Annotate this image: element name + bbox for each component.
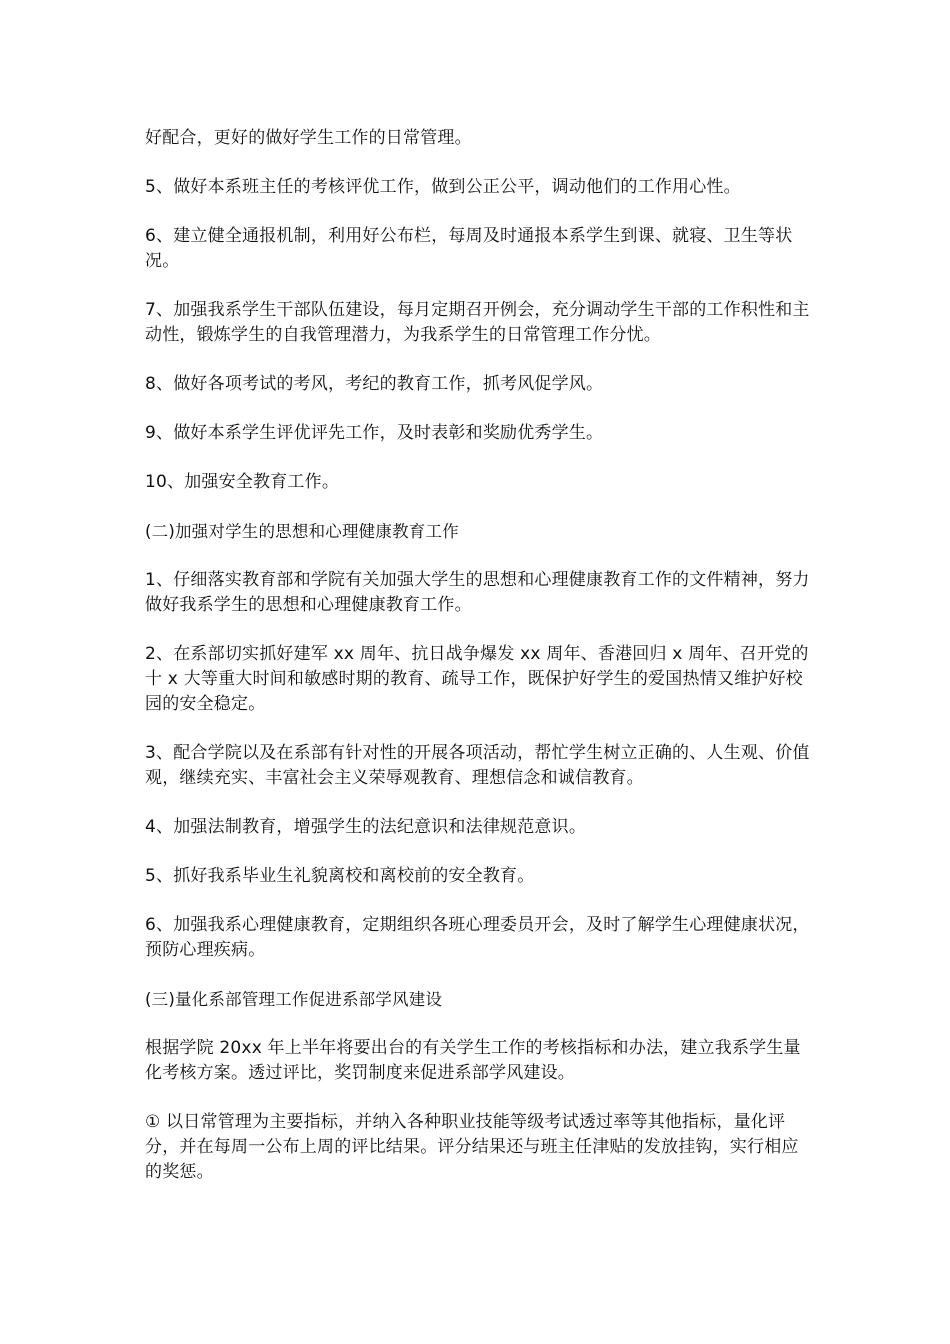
- paragraph: 好配合，更好的做好学生工作的日常管理。: [145, 128, 472, 148]
- document-body: [145, 126, 810, 1209]
- paragraph: ① 以日常管理为主要指标，并纳入各种职业技能等级考试透过率等其他指标，量化评分，并在每周一公布上周的评比结果。评分结果还与班主任津贴的发放挂钩，实行相应的奖惩。: [145, 1112, 799, 1182]
- paragraph: 5、做好本系班主任的考核评优工作，做到公正公平，调动他们的工作用心性。: [145, 177, 741, 197]
- paragraph: 5、抓好我系毕业生礼貌离校和离校前的安全教育。: [145, 866, 535, 886]
- paragraph: 10、加强安全教育工作。: [145, 472, 340, 492]
- paragraph: 2、在系部切实抓好建军 xx 周年、抗日战争爆发 xx 周年、香港回归 x 周年、召开党的十 x 大等重大时间和敏感时期的教育、疏导工作，既保护好学生的爱国热情又维护好校园的安全稳定。: [145, 644, 809, 714]
- paragraph: 1、仔细落实教育部和学院有关加强大学生的思想和心理健康教育工作的文件精神，努力做好我系学生的思想和心理健康教育工作。: [145, 570, 810, 615]
- paragraph: 6、加强我系心理健康教育，定期组织各班心理委员开会，及时了解学生心理健康状况，预防心理疾病。: [145, 915, 810, 960]
- paragraph: 4、加强法制教育，增强学生的法纪意识和法律规范意识。: [145, 817, 587, 837]
- paragraph: 8、做好各项考试的考风，考纪的教育工作，抓考风促学风。: [145, 374, 604, 394]
- paragraph: 9、做好本系学生评优评先工作，及时表彰和奖励优秀学生。: [145, 423, 604, 443]
- paragraph: 3、配合学院以及在系部有针对性的开展各项活动，帮忙学生树立正确的、人生观、价值观，继续充实、丰富社会主义荣辱观教育、理想信念和诚信教育。: [145, 743, 810, 788]
- paragraph: 6、建立健全通报机制，利用好公布栏，每周及时通报本系学生到课、就寝、卫生等状况。: [145, 226, 793, 271]
- section-heading: (三)量化系部管理工作促进系部学风建设: [145, 990, 443, 1009]
- section-heading: (二)加强对学生的思想和心理健康教育工作: [145, 522, 459, 541]
- paragraph: 根据学院 20xx 年上半年将要出台的有关学生工作的考核指标和办法，建立我系学生量化考核方案。透过评比，奖罚制度来促进系部学风建设。: [145, 1038, 801, 1083]
- paragraph: 7、加强我系学生干部队伍建设，每月定期召开例会，充分调动学生干部的工作积性和主动性，锻炼学生的自我管理潜力，为我系学生的日常管理工作分忧。: [145, 300, 810, 345]
